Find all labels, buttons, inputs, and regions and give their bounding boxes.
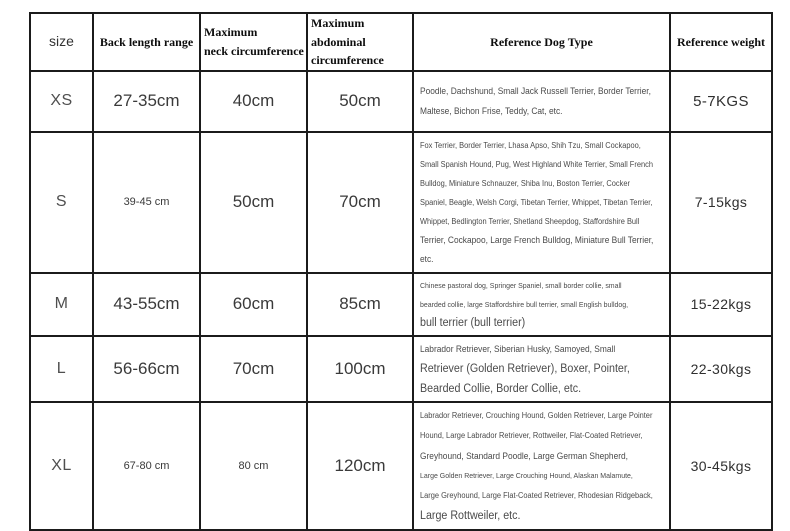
neck-circumference-value: 40cm bbox=[200, 71, 307, 132]
header-line: neck circumference bbox=[204, 43, 304, 58]
neck-circumference-value: 60cm bbox=[200, 273, 307, 336]
header-line: circumference bbox=[311, 53, 384, 68]
abdominal-circumference-value: 85cm bbox=[307, 273, 413, 336]
size-chart-table bbox=[29, 12, 773, 531]
dog-type-line: Small Spanish Hound, Pug, West Highland White Terrier, Small French bbox=[420, 159, 653, 169]
size-label: S bbox=[30, 132, 93, 273]
weight-value: 22-30kgs bbox=[670, 336, 772, 402]
abdominal-circumference-value: 120cm bbox=[307, 402, 413, 530]
back-length-value: 56-66cm bbox=[93, 336, 200, 402]
column-header-neck-circumference bbox=[200, 13, 307, 71]
column-header-dog-type: Reference Dog Type bbox=[413, 13, 670, 71]
table-row-xl bbox=[30, 402, 772, 530]
dog-type-list bbox=[413, 273, 670, 336]
dog-type-list bbox=[413, 132, 670, 273]
size-label: XL bbox=[30, 402, 93, 530]
dog-type-list bbox=[413, 402, 670, 530]
abdominal-circumference-value: 70cm bbox=[307, 132, 413, 273]
dog-type-line: Chinese pastoral dog, Springer Spaniel, small border collie, small bbox=[420, 280, 622, 290]
weight-value: 7-15kgs bbox=[670, 132, 772, 273]
abdominal-circumference-value: 100cm bbox=[307, 336, 413, 402]
size-label: M bbox=[30, 273, 93, 336]
back-length-value: 39-45 cm bbox=[93, 132, 200, 273]
dog-type-list bbox=[413, 336, 670, 402]
dog-type-line: Large Greyhound, Large Flat-Coated Retriever, Rhodesian Ridgeback, bbox=[420, 490, 653, 500]
dog-type-line: Retriever (Golden Retriever), Boxer, Pointer, bbox=[420, 362, 630, 375]
table-row-xs bbox=[30, 71, 772, 132]
column-header-back-length: Back length range bbox=[93, 13, 200, 71]
dog-type-list bbox=[413, 71, 670, 132]
table-row-l bbox=[30, 336, 772, 402]
dog-type-line: Fox Terrier, Border Terrier, Lhasa Apso, Shih Tzu, Small Cockapoo, bbox=[420, 140, 641, 150]
abdominal-circumference-value: 50cm bbox=[307, 71, 413, 132]
dog-type-line: Labrador Retriever, Crouching Hound, Golden Retriever, Large Pointer bbox=[420, 410, 653, 420]
size-label: L bbox=[30, 336, 93, 402]
weight-value: 30-45kgs bbox=[670, 402, 772, 530]
dog-type-line: Bulldog, Miniature Schnauzer, Shiba Inu, Boston Terrier, Cocker bbox=[420, 178, 630, 188]
dog-type-line: Large Golden Retriever, Large Crouching Hound, Alaskan Malamute, bbox=[420, 470, 633, 480]
column-header-abdominal-circumference bbox=[307, 13, 413, 71]
dog-type-line: Large Rottweiler, etc. bbox=[420, 509, 521, 522]
header-row bbox=[30, 13, 772, 71]
dog-type-line: Whippet, Bedlington Terrier, Shetland Sheepdog, Staffordshire Bull bbox=[420, 216, 640, 226]
back-length-value: 67-80 cm bbox=[93, 402, 200, 530]
dog-type-line: Maltese, Bichon Frise, Teddy, Cat, etc. bbox=[420, 106, 563, 117]
dog-type-line: Hound, Large Labrador Retriever, Rottweiler, Flat-Coated Retriever, bbox=[420, 430, 643, 440]
neck-circumference-value: 70cm bbox=[200, 336, 307, 402]
dog-type-line: bull terrier (bull terrier) bbox=[420, 316, 526, 329]
neck-circumference-value: 80 cm bbox=[200, 402, 307, 530]
weight-value: 15-22kgs bbox=[670, 273, 772, 336]
table-row-s bbox=[30, 132, 772, 273]
size-label: XS bbox=[30, 71, 93, 132]
dog-type-line: Greyhound, Standard Poodle, Large German Shepherd, bbox=[420, 450, 629, 461]
column-header-weight: Reference weight bbox=[670, 13, 772, 71]
weight-value: 5-7KGS bbox=[670, 71, 772, 132]
back-length-value: 43-55cm bbox=[93, 273, 200, 336]
dog-type-line: Poodle, Dachshund, Small Jack Russell Terrier, Border Terrier, bbox=[420, 86, 651, 97]
dog-type-line: Labrador Retriever, Siberian Husky, Samoyed, Small bbox=[420, 343, 616, 354]
dog-type-line: bearded collie, large Staffordshire bull terrier, small English bulldog, bbox=[420, 299, 629, 309]
size-chart bbox=[29, 12, 773, 531]
header-line: Maximum bbox=[204, 25, 258, 40]
dog-type-line: Bearded Collie, Border Collie, etc. bbox=[420, 382, 582, 395]
dog-type-line: etc. bbox=[420, 253, 434, 264]
back-length-value: 27-35cm bbox=[93, 71, 200, 132]
table-row-m bbox=[30, 273, 772, 336]
neck-circumference-value: 50cm bbox=[200, 132, 307, 273]
column-header-size: size bbox=[30, 13, 93, 71]
header-line: Maximum abdominal bbox=[311, 16, 366, 49]
dog-type-line: Terrier, Cockapoo, Large French Bulldog, Miniature Bull Terrier, bbox=[420, 234, 654, 245]
dog-type-line: Spaniel, Beagle, Welsh Corgi, Tibetan Terrier, Whippet, Tibetan Terrier, bbox=[420, 197, 653, 207]
